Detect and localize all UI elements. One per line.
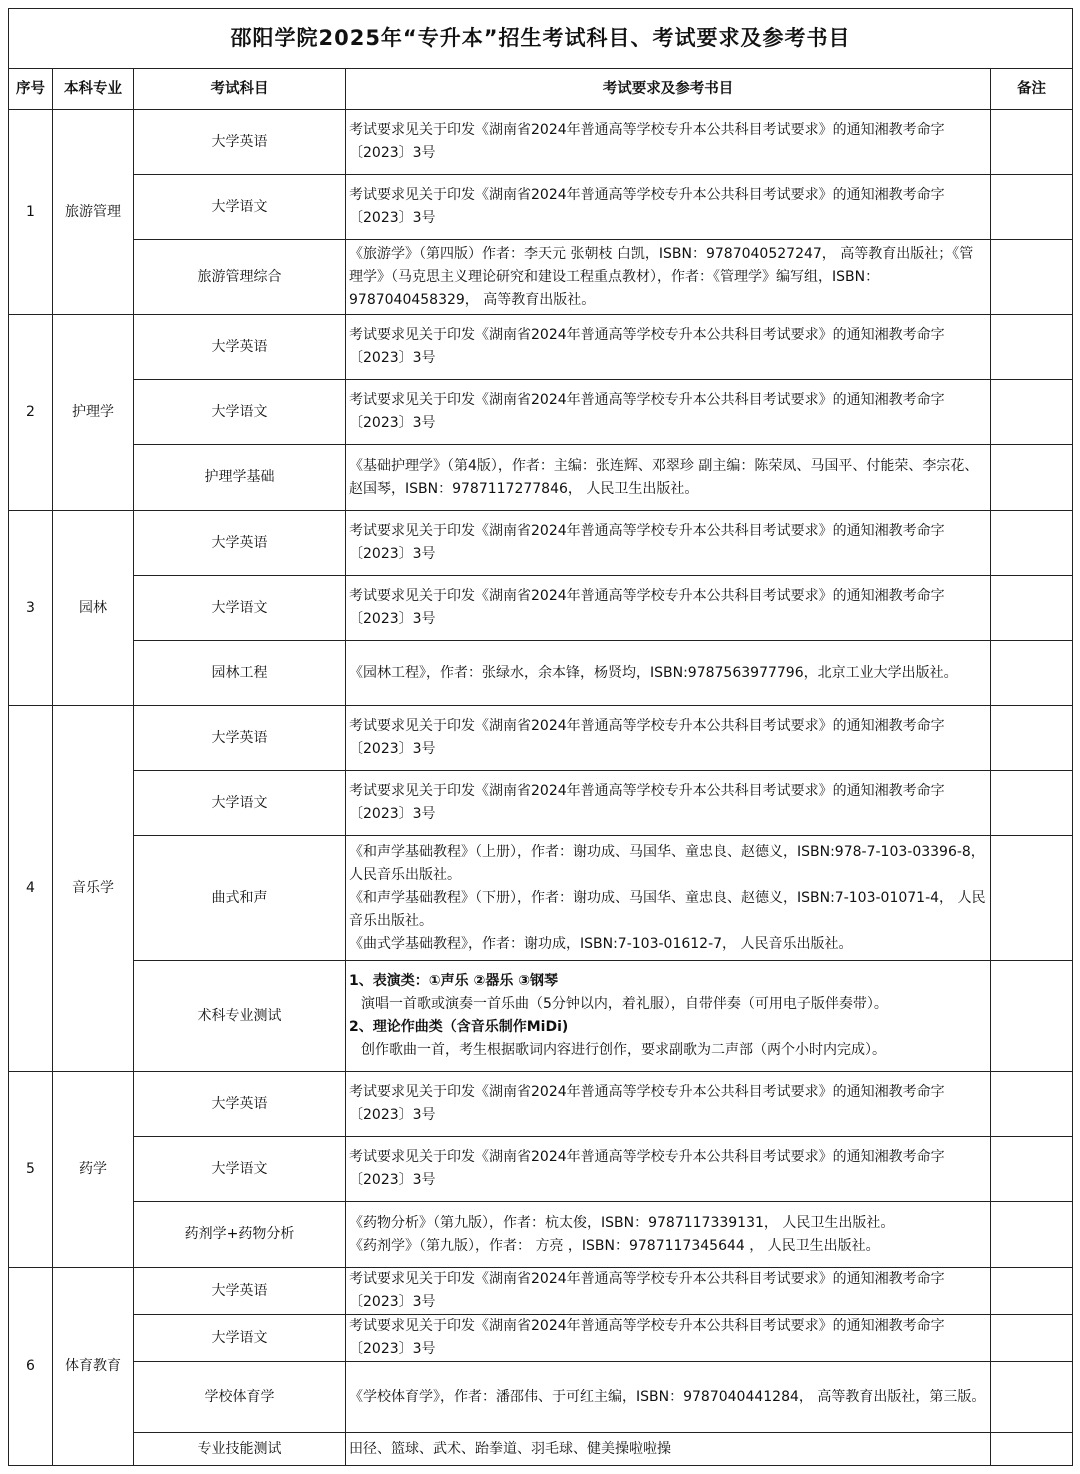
requirements-cell [346,240,991,315]
requirement-line: 考试要求见关于印发《湖南省2024年普通高等学校专升本公共科目考试要求》的通知湘教考命字〔2023〕3号 [349,718,945,757]
notes-cell [991,1137,1073,1202]
notes-cell [991,576,1073,641]
requirements-cell [346,445,991,511]
requirements-cell [346,1362,991,1433]
requirement-line: 演唱一首歌或演奏一首乐曲（5分钟以内，着礼服），自带伴奏（可用电子版伴奏带）。 [361,996,888,1012]
row-index: 6 [9,1268,53,1466]
requirements-cell [346,1315,991,1362]
subject-name: 护理学基础 [134,445,346,511]
requirement-line: 《药物分析》（第九版），作者：杭太俊，ISBN：9787117339131， 人民卫生出版社。 [349,1214,895,1231]
table-row [9,836,1073,961]
requirement-line: 《曲式学基础教程》，作者：谢功成，ISBN:7-103-01612-7， 人民音乐出版社。 [349,935,853,952]
requirement-line: 田径、篮球、武术、跆拳道、羽毛球、健美操啦啦操 [349,1440,671,1457]
subject-name: 大学英语 [134,315,346,380]
row-index: 2 [9,315,53,511]
requirements-cell [346,1268,991,1315]
notes-cell [991,380,1073,445]
table-row [9,240,1073,315]
notes-cell [991,110,1073,175]
notes-cell [991,706,1073,771]
requirements-cell [346,961,991,1072]
header-notes: 备注 [991,69,1073,110]
table-row [9,1072,1073,1137]
requirements-cell [346,706,991,771]
subject-name: 大学语文 [134,1315,346,1362]
notes-cell [991,1268,1073,1315]
document-title: 邵阳学院2025年“专升本”招生考试科目、考试要求及参考书目 [9,9,1073,69]
subject-name: 专业技能测试 [134,1433,346,1466]
requirement-line: 创作歌曲一首，考生根据歌词内容进行创作，要求副歌为二声部（两个小时内完成）。 [361,1042,886,1058]
row-index: 4 [9,706,53,1072]
requirement-line: 考试要求见关于印发《湖南省2024年普通高等学校专升本公共科目考试要求》的通知湘教考命字〔2023〕3号 [349,783,945,822]
subject-name: 药剂学+药物分析 [134,1202,346,1268]
requirements-cell [346,110,991,175]
notes-cell [991,1315,1073,1362]
requirement-line: 考试要求见关于印发《湖南省2024年普通高等学校专升本公共科目考试要求》的通知湘教考命字〔2023〕3号 [349,1271,945,1310]
notes-cell [991,961,1073,1072]
table-row [9,445,1073,511]
subject-name: 大学英语 [134,706,346,771]
table-row [9,511,1073,576]
major-name: 护理学 [53,315,134,511]
requirements-cell [346,771,991,836]
table-row [9,1268,1073,1315]
requirements-cell [346,836,991,961]
requirements-cell [346,380,991,445]
row-index: 5 [9,1072,53,1268]
requirements-cell [346,1137,991,1202]
requirement-line: 《和声学基础教程》（上册），作者：谢功成、马国华、童忠良、赵德义，ISBN:978-7-103-03396-8， 人民音乐出版社。 [349,843,985,883]
notes-cell [991,836,1073,961]
subject-name: 旅游管理综合 [134,240,346,315]
major-name: 园林 [53,511,134,706]
major-name: 体育教育 [53,1268,134,1466]
requirement-line: 《和声学基础教程》（下册），作者：谢功成、马国华、童忠良、赵德义，ISBN:7-103-01071-4， 人民音乐出版社。 [349,889,986,929]
requirement-line: 1、表演类：①声乐 ②器乐 ③钢琴 [349,973,559,989]
requirement-line: 考试要求见关于印发《湖南省2024年普通高等学校专升本公共科目考试要求》的通知湘教考命字〔2023〕3号 [349,187,945,226]
subject-name: 大学语文 [134,175,346,240]
subject-name: 大学英语 [134,1268,346,1315]
notes-cell [991,175,1073,240]
notes-cell [991,511,1073,576]
requirements-cell [346,576,991,641]
document-sheet [8,8,1072,1466]
requirements-cell [346,1202,991,1268]
table-row [9,576,1073,641]
requirements-cell [346,511,991,576]
subject-name: 大学语文 [134,380,346,445]
table-row [9,175,1073,240]
requirement-line: 《园林工程》，作者：张绿水，余本锋，杨贤均，ISBN:9787563977796，北京工业大学出版社。 [349,664,958,681]
major-name: 旅游管理 [53,110,134,315]
major-name: 药学 [53,1072,134,1268]
table-row [9,315,1073,380]
header-subject: 考试科目 [134,69,346,110]
notes-cell [991,1433,1073,1466]
table-row [9,771,1073,836]
notes-cell [991,1072,1073,1137]
notes-cell [991,1362,1073,1433]
subject-name: 大学语文 [134,576,346,641]
requirements-cell [346,641,991,706]
requirement-line: 《基础护理学》（第4版），作者：主编：张连辉、邓翠珍 副主编：陈荣凤、马国平、付能荣、李宗花、赵国琴，ISBN：9787117277846， 人民卫生出版社。 [349,457,979,497]
table-row [9,641,1073,706]
requirement-line: 考试要求见关于印发《湖南省2024年普通高等学校专升本公共科目考试要求》的通知湘教考命字〔2023〕3号 [349,1149,945,1188]
table-row [9,1202,1073,1268]
subject-name: 园林工程 [134,641,346,706]
requirement-line: 考试要求见关于印发《湖南省2024年普通高等学校专升本公共科目考试要求》的通知湘教考命字〔2023〕3号 [349,1084,945,1123]
subject-name: 大学英语 [134,511,346,576]
subject-name: 大学语文 [134,1137,346,1202]
notes-cell [991,315,1073,380]
notes-cell [991,641,1073,706]
table-row [9,380,1073,445]
row-index: 3 [9,511,53,706]
row-index: 1 [9,110,53,315]
header-index: 序号 [9,69,53,110]
notes-cell [991,240,1073,315]
subject-name: 术科专业测试 [134,961,346,1072]
notes-cell [991,445,1073,511]
requirement-line: 考试要求见关于印发《湖南省2024年普通高等学校专升本公共科目考试要求》的通知湘教考命字〔2023〕3号 [349,588,945,627]
requirement-line: 考试要求见关于印发《湖南省2024年普通高等学校专升本公共科目考试要求》的通知湘教考命字〔2023〕3号 [349,523,945,562]
major-name: 音乐学 [53,706,134,1072]
requirements-cell [346,1433,991,1466]
table-row [9,1137,1073,1202]
table-row [9,706,1073,771]
exam-table [8,8,1073,1466]
requirement-line: 考试要求见关于印发《湖南省2024年普通高等学校专升本公共科目考试要求》的通知湘教考命字〔2023〕3号 [349,122,945,161]
requirements-cell [346,175,991,240]
subject-name: 学校体育学 [134,1362,346,1433]
table-row [9,1433,1073,1466]
notes-cell [991,1202,1073,1268]
requirement-line: 2、理论作曲类（含音乐制作MiDi) [349,1019,569,1035]
table-row [9,1315,1073,1362]
requirements-cell [346,315,991,380]
table-row [9,961,1073,1072]
requirement-line: 《学校体育学》，作者：潘邵伟、于可红主编，ISBN：9787040441284， 高等教育出版社，第三版。 [349,1388,986,1405]
header-major: 本科专业 [53,69,134,110]
subject-name: 大学英语 [134,1072,346,1137]
subject-name: 大学英语 [134,110,346,175]
requirement-line: 考试要求见关于印发《湖南省2024年普通高等学校专升本公共科目考试要求》的通知湘教考命字〔2023〕3号 [349,392,945,431]
requirement-line: 考试要求见关于印发《湖南省2024年普通高等学校专升本公共科目考试要求》的通知湘教考命字〔2023〕3号 [349,1318,945,1357]
header-requirements: 考试要求及参考书目 [346,69,991,110]
table-row [9,1362,1073,1433]
requirements-cell [346,1072,991,1137]
subject-name: 曲式和声 [134,836,346,961]
requirement-line: 《旅游学》（第四版）作者：李天元 张朝枝 白凯，ISBN：9787040527247， 高等教育出版社；《管理学》（马克思主义理论研究和建设工程重点教材），作者：《管理学》编写组，ISBN：9787040458329， 高等教育出版社。 [349,245,974,308]
table-row [9,110,1073,175]
notes-cell [991,771,1073,836]
header-row [9,69,1073,110]
subject-name: 大学语文 [134,771,346,836]
requirement-line: 《药剂学》（第九版），作者： 方亮 ，ISBN：9787117345644 ， 人民卫生出版社。 [349,1237,880,1254]
requirement-line: 考试要求见关于印发《湖南省2024年普通高等学校专升本公共科目考试要求》的通知湘教考命字〔2023〕3号 [349,327,945,366]
